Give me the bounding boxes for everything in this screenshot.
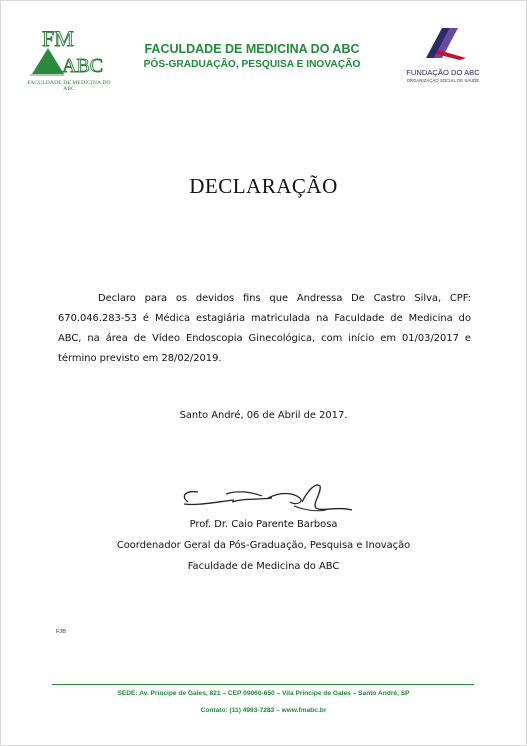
footer-address: SEDE: Av. Príncipe de Gales, 821 – CEP 09060-650 – Vila Príncipe de Gales – Santo André, SP <box>117 690 410 697</box>
author-initials: FJB <box>56 629 66 635</box>
signatory-institution: Faculdade de Medicina do ABC <box>187 561 340 572</box>
svg-text:ABC: ABC <box>62 55 104 77</box>
document-title: DECLARAÇÃO <box>189 174 338 198</box>
signatory-name: Prof. Dr. Caio Parente Barbosa <box>189 519 338 530</box>
header-subtitle: PÓS-GRADUAÇÃO, PESQUISA E INOVAÇÃO <box>143 59 361 70</box>
svg-text:FM: FM <box>42 26 74 51</box>
fundacao-abc-title: FUNDAÇÃO DO ABC <box>406 68 480 77</box>
fmabc-logo-caption: FACULDADE DE MEDICINA DO ABC <box>27 80 111 92</box>
signatory-block <box>0 514 527 577</box>
footer-divider <box>52 684 474 685</box>
handwritten-signature <box>176 480 356 516</box>
header-title: FACULDADE DE MEDICINA DO ABC <box>144 42 360 56</box>
fundacao-abc-logo <box>420 24 470 64</box>
footer-contact: Contato: (11) 4993-7283 – www.fmabc.br <box>200 707 327 714</box>
declaration-paragraph: Declaro para os devidos fins que Andressa De Castro Silva, CPF: 670.046.283-53 é Médica estagiária matriculada na Faculdade de Medicina do ABC, na área de Vídeo Endoscopia Ginecológica, com início em 01/03/2017 e término previsto em 28/02/2019. <box>58 293 471 364</box>
signatory-role: Coordenador Geral da Pós-Graduação, Pesquisa e Inovação <box>116 540 411 551</box>
place-date: Santo André, 06 de Abril de 2017. <box>179 410 348 421</box>
fundacao-abc-subtitle: ORGANIZAÇÃO SOCIAL DE SAÚDE <box>406 78 480 83</box>
declaration-body <box>58 289 471 369</box>
